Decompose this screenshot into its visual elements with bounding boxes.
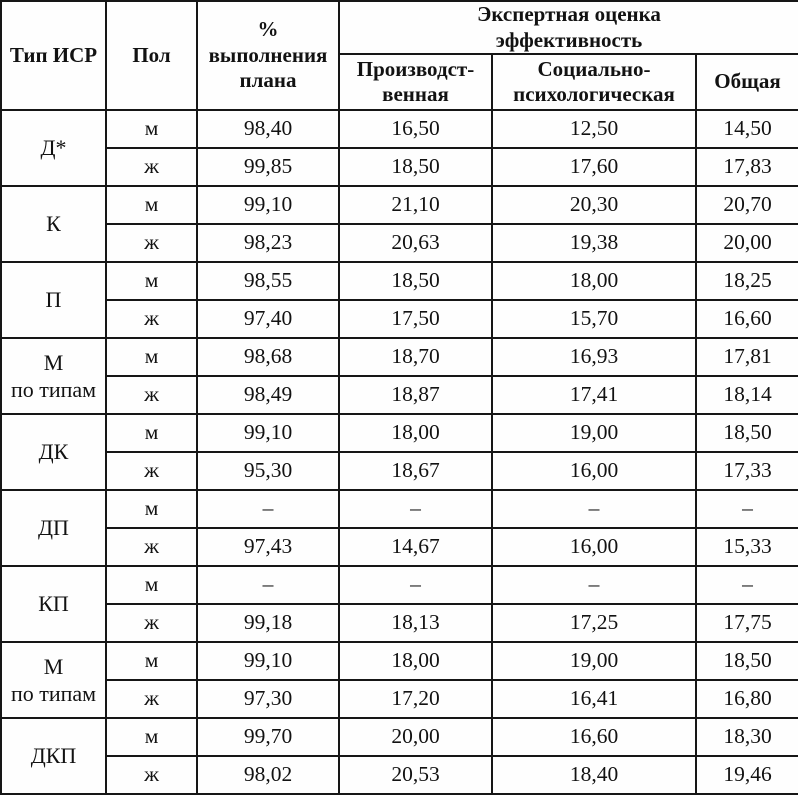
col-header-production-line: венная [382,82,449,107]
plan-cell: – [197,490,339,528]
type-line: КП [38,591,69,617]
col-header-sex: Пол [106,1,197,110]
table-row [1,756,798,794]
plan-cell: 99,85 [197,148,339,186]
production-cell: 20,53 [339,756,492,794]
sex-cell: м [106,186,197,224]
col-header-plan-line: % [257,17,279,42]
social-cell: 17,60 [492,148,696,186]
plan-cell: 97,43 [197,528,339,566]
production-cell: 17,50 [339,300,492,338]
overall-cell: 19,46 [696,756,798,794]
col-header-expert-line: Экспертная оценка [477,2,661,26]
table-row [1,300,798,338]
table-row [1,376,798,414]
type-line: К [46,211,61,237]
type-cell [1,718,106,794]
overall-cell: 17,75 [696,604,798,642]
production-cell: 20,63 [339,224,492,262]
col-header-social [492,54,696,110]
sex-cell: ж [106,756,197,794]
plan-cell: 99,10 [197,414,339,452]
col-header-plan-line: выполнения [208,42,328,67]
table-row [1,262,798,300]
overall-cell: 18,30 [696,718,798,756]
social-cell: 19,00 [492,414,696,452]
sex-cell: ж [106,148,197,186]
table-row [1,642,798,680]
type-line: ДК [38,439,69,465]
overall-cell: 17,81 [696,338,798,376]
production-cell: 18,87 [339,376,492,414]
plan-cell: 98,23 [197,224,339,262]
table-row [1,148,798,186]
sex-cell: ж [106,604,197,642]
overall-cell: 20,00 [696,224,798,262]
social-cell: 16,60 [492,718,696,756]
production-cell: – [339,490,492,528]
production-cell: 18,50 [339,148,492,186]
col-header-production-line: Производст- [356,56,475,81]
production-cell: 18,00 [339,642,492,680]
type-line: по типам [10,681,97,707]
plan-cell: 98,49 [197,376,339,414]
table-row [1,718,798,756]
plan-cell: 97,30 [197,680,339,718]
sex-cell: м [106,110,197,148]
production-cell: 20,00 [339,718,492,756]
sex-cell: ж [106,376,197,414]
sex-cell: ж [106,300,197,338]
sex-cell: м [106,718,197,756]
plan-cell: 98,68 [197,338,339,376]
social-cell: – [492,490,696,528]
type-cell [1,262,106,338]
plan-cell: 98,40 [197,110,339,148]
col-header-social-line: Социально- [537,56,651,81]
type-line: М [43,349,64,375]
social-cell: 17,25 [492,604,696,642]
header-row-top [1,1,798,54]
col-header-type: Тип ИСР [1,1,106,110]
col-header-production [339,54,492,110]
type-line: ДКП [30,743,77,769]
social-cell: 16,00 [492,528,696,566]
production-cell: 18,13 [339,604,492,642]
col-header-expert-line: эффективность [495,27,643,52]
social-cell: 19,38 [492,224,696,262]
overall-cell: 18,25 [696,262,798,300]
social-cell: 17,41 [492,376,696,414]
production-cell: 18,00 [339,414,492,452]
overall-cell: 18,14 [696,376,798,414]
production-cell: 14,67 [339,528,492,566]
table-row [1,110,798,148]
sex-cell: ж [106,680,197,718]
sex-cell: ж [106,224,197,262]
social-cell: 12,50 [492,110,696,148]
type-line: по типам [10,377,97,403]
production-cell: 21,10 [339,186,492,224]
table-row [1,452,798,490]
plan-cell: 99,10 [197,642,339,680]
plan-cell: 99,70 [197,718,339,756]
overall-cell: 18,50 [696,414,798,452]
social-cell: 16,41 [492,680,696,718]
plan-cell: – [197,566,339,604]
table-row [1,186,798,224]
overall-cell: 17,33 [696,452,798,490]
plan-cell: 95,30 [197,452,339,490]
overall-cell: – [696,566,798,604]
social-cell: 16,93 [492,338,696,376]
plan-cell: 98,55 [197,262,339,300]
social-cell: 19,00 [492,642,696,680]
table-row [1,490,798,528]
type-cell [1,642,106,718]
overall-cell: 17,83 [696,148,798,186]
type-line: П [45,287,62,313]
type-cell [1,186,106,262]
social-cell: 20,30 [492,186,696,224]
type-cell [1,490,106,566]
production-cell: 18,70 [339,338,492,376]
plan-cell: 98,02 [197,756,339,794]
overall-cell: 16,60 [696,300,798,338]
overall-cell: – [696,490,798,528]
sex-cell: м [106,414,197,452]
overall-cell: 14,50 [696,110,798,148]
production-cell: – [339,566,492,604]
type-line: Д* [40,135,67,161]
sex-cell: м [106,338,197,376]
col-header-overall: Общая [696,54,798,110]
production-cell: 18,50 [339,262,492,300]
plan-cell: 99,18 [197,604,339,642]
social-cell: 18,00 [492,262,696,300]
overall-cell: 20,70 [696,186,798,224]
type-cell [1,338,106,414]
production-cell: 18,67 [339,452,492,490]
sex-cell: м [106,490,197,528]
sex-cell: м [106,642,197,680]
col-header-social-line: психологическая [513,82,675,107]
type-cell [1,414,106,490]
col-header-plan-line: плана [239,68,297,93]
type-cell [1,566,106,642]
type-line: ДП [38,515,69,541]
production-cell: 17,20 [339,680,492,718]
social-cell: 15,70 [492,300,696,338]
table-row [1,338,798,376]
social-cell: 16,00 [492,452,696,490]
table-row [1,528,798,566]
social-cell: – [492,566,696,604]
production-cell: 16,50 [339,110,492,148]
overall-cell: 16,80 [696,680,798,718]
type-cell [1,110,106,186]
table-row [1,604,798,642]
table-row [1,414,798,452]
overall-cell: 18,50 [696,642,798,680]
sex-cell: ж [106,528,197,566]
sex-cell: м [106,566,197,604]
plan-cell: 97,40 [197,300,339,338]
col-header-plan [197,1,339,110]
social-cell: 18,40 [492,756,696,794]
plan-cell: 99,10 [197,186,339,224]
sex-cell: м [106,262,197,300]
table-row [1,566,798,604]
table-row [1,680,798,718]
overall-cell: 15,33 [696,528,798,566]
sex-cell: ж [106,452,197,490]
col-header-expert-group [339,1,798,54]
table-row [1,224,798,262]
type-line: М [43,653,64,679]
